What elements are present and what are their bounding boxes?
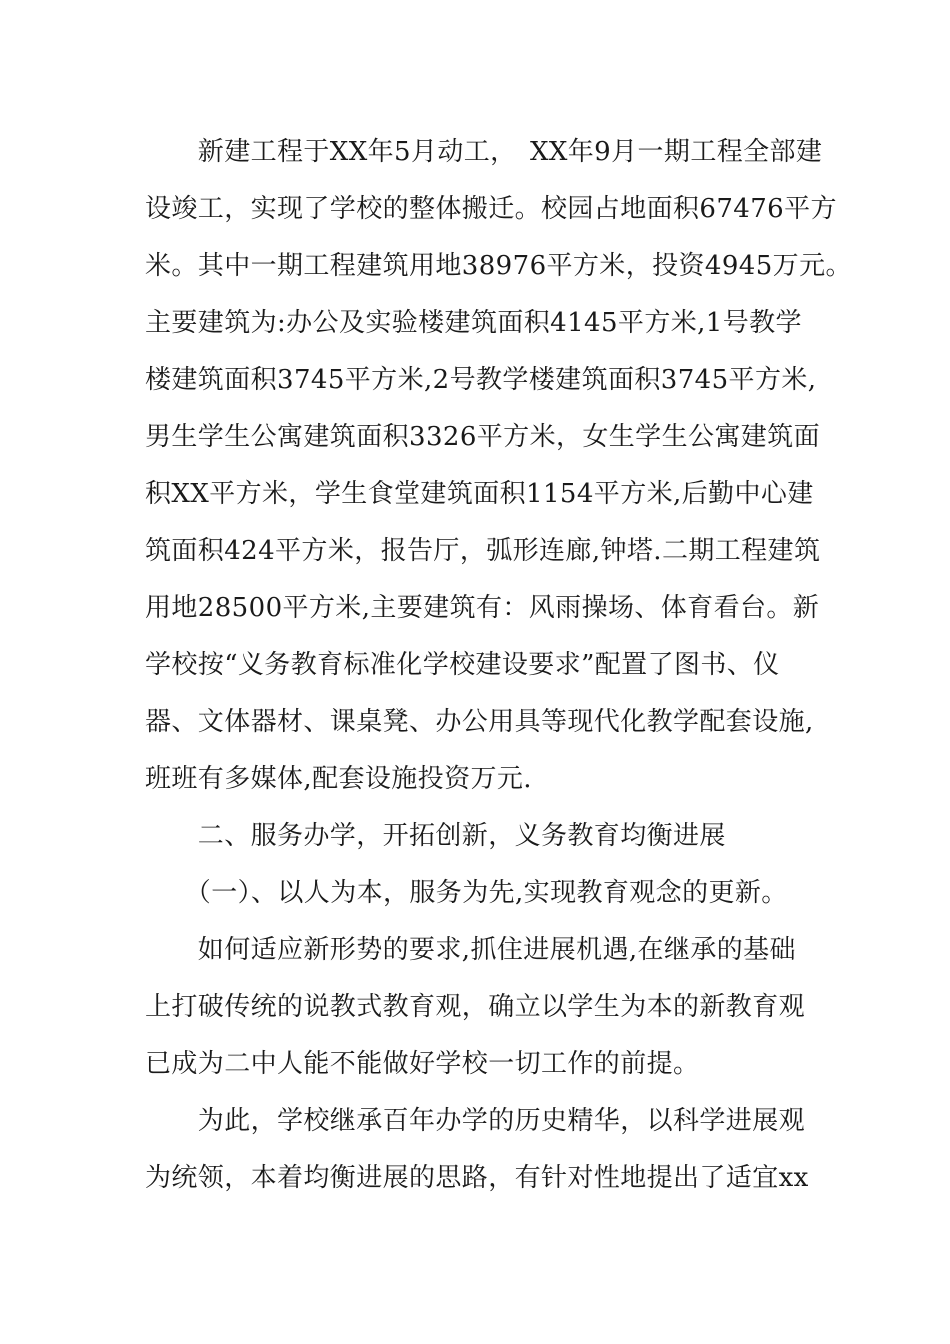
text-line-10: 学校按“义务教育标准化学校建设要求”配置了图书、仪 xyxy=(145,650,780,680)
subsection-heading: （一）、以人为本，服务为先,实现教育观念的更新。 xyxy=(145,878,788,908)
text-line-9: 用地28500平方米,主要建筑有：风雨操场、体育看台。新 xyxy=(145,593,820,623)
section-heading: 二、服务办学，开拓创新，义务教育均衡进展 xyxy=(145,821,726,851)
text-line-18: 为此，学校继承百年办学的历史精华，以科学进展观 xyxy=(145,1106,806,1136)
text-line-17: 已成为二中人能不能做好学校一切工作的前提。 xyxy=(145,1049,700,1079)
text-line-6: 男生学生公寓建筑面积3326平方米，女生学生公寓建筑面 xyxy=(145,422,820,452)
text-line-1: 新建工程于XX年5月动工， XX年9月一期工程全部建 xyxy=(145,137,823,167)
text-line-2: 设竣工，实现了学校的整体搬迁。校园占地面积67476平方 xyxy=(145,194,837,224)
text-line-7: 积XX平方米，学生食堂建筑面积1154平方米,后勤中心建 xyxy=(145,479,814,509)
text-line-3: 米。其中一期工程建筑用地38976平方米，投资4945万元。 xyxy=(145,251,852,281)
text-line-11: 器、文体器材、课桌凳、办公用具等现代化教学配套设施, xyxy=(145,707,814,737)
text-line-8: 筑面积424平方米，报告厅，弧形连廊,钟塔.二期工程建筑 xyxy=(145,536,821,566)
text-line-5: 楼建筑面积3745平方米,2号教学楼建筑面积3745平方米, xyxy=(145,365,817,395)
text-line-15: 如何适应新形势的要求,抓住进展机遇,在继承的基础 xyxy=(145,935,796,965)
text-line-4: 主要建筑为:办公及实验楼建筑面积4145平方米,1号教学 xyxy=(145,308,802,338)
text-line-16: 上打破传统的说教式教育观，确立以学生为本的新教育观 xyxy=(145,992,806,1022)
text-line-12: 班班有多媒体,配套设施投资万元. xyxy=(145,764,532,794)
text-line-19: 为统领，本着均衡进展的思路，有针对性地提出了适宜xx xyxy=(145,1163,809,1193)
